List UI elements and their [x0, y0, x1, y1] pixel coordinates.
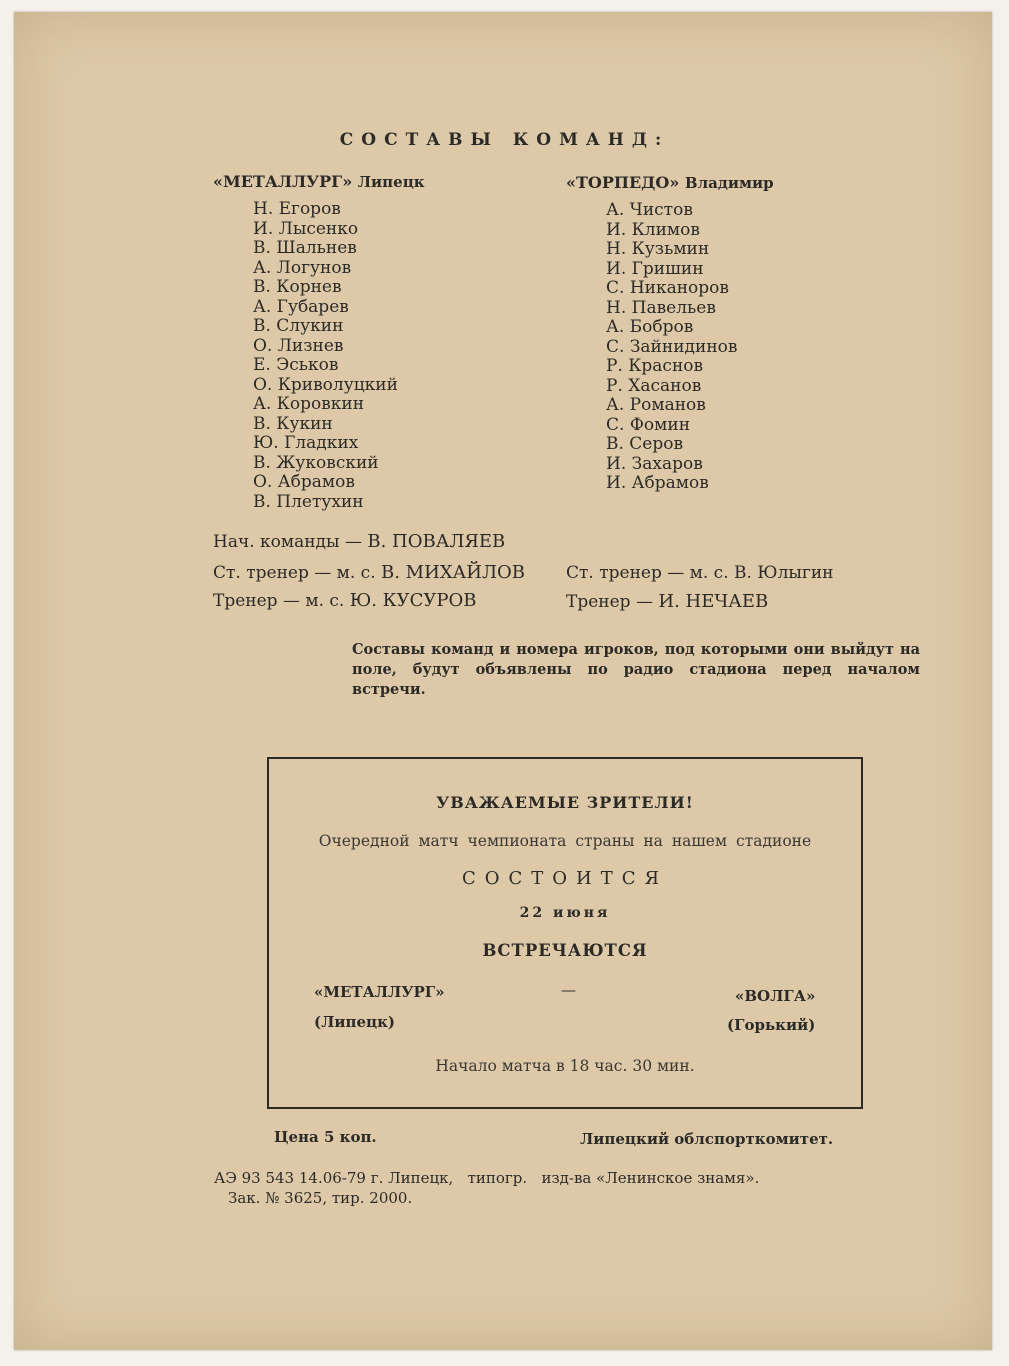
team1-city: Липецк [357, 173, 425, 191]
team1-player: Е. Эськов [253, 355, 339, 375]
coach-team2-label: Тренер — [566, 592, 653, 612]
organizer: Липецкий облспорткомитет. [580, 1130, 834, 1148]
team1-player: В. Слукин [253, 316, 344, 336]
team1-player: В. Кукин [253, 413, 333, 434]
team2-title [566, 173, 774, 192]
coach-team2-name: И. НЕЧАЕВ [658, 591, 769, 612]
coach-team1-label: Тренер — м. с. [213, 591, 345, 611]
price: Цена 5 коп. [274, 1128, 377, 1146]
team1-player: И. Лысенко [253, 218, 359, 239]
announcement-text: Очередной матч чемпионата страны на нашем стадионе [318, 832, 812, 850]
team1-player: А. Губарев [253, 296, 349, 317]
team1-player: Ю. Гладких [253, 433, 359, 453]
senior-coach-team1-name: В. МИХАЙЛОВ [381, 562, 525, 583]
team1-player: В. Корнев [253, 277, 342, 297]
away-team-city: (Горький) [727, 1016, 816, 1034]
team2-player: Р. Хасанов [606, 375, 702, 396]
team2-player: Н. Кузьмин [606, 239, 710, 259]
team1-player: Н. Егоров [253, 199, 341, 219]
announcement-title: УВАЖАЕМЫЕ ЗРИТЕЛИ! [436, 793, 694, 812]
home-team: «МЕТАЛЛУРГ» [314, 983, 445, 1001]
coach-team1 [213, 590, 476, 611]
announcement-box [267, 757, 863, 1109]
team2-player: С. Зайнидинов [606, 336, 738, 357]
away-team: «ВОЛГА» [735, 987, 816, 1005]
team2-player: А. Романов [606, 395, 706, 415]
team2-player: С. Фомин [606, 414, 691, 435]
announcement-will-take-place: СОСТОИТСЯ [461, 868, 669, 889]
team1-roster [253, 200, 398, 512]
team2-player: И. Гришин [606, 258, 704, 279]
team2-player: Н. Павельев [606, 297, 716, 318]
team2-player: А. Бобров [606, 317, 694, 337]
teams-dash: — [561, 981, 576, 999]
senior-coach-team2: Ст. тренер — м. с. В. Юлыгин [566, 563, 834, 583]
team2-player: И. Климов [606, 219, 700, 240]
team1-player: О. Лизнев [253, 335, 344, 356]
team2-roster [606, 201, 737, 494]
team1-player: А. Логунов [253, 257, 352, 278]
announcement-meet: ВСТРЕЧАЮТСЯ [482, 941, 648, 960]
senior-coach-team1-label: Ст. тренер — м. с. [213, 563, 376, 583]
order-info: Зак. № 3625, тир. 2000. [228, 1189, 413, 1207]
team1-player: В. Шальнев [253, 238, 357, 258]
team1-name: «МЕТАЛЛУРГ» [213, 172, 353, 191]
match-date: 22 июня [519, 905, 611, 921]
coach-team2 [566, 591, 768, 612]
team2-player: А. Чистов [606, 200, 693, 220]
team2-player: Р. Краснов [606, 356, 704, 376]
team1-player: В. Плетухин [253, 491, 364, 512]
printing-info: АЭ 93 543 14.06-79 г. Липецк, типогр. изд-ва «Ленинское знамя». [214, 1169, 760, 1187]
page-title: СОСТАВЫ КОМАНД: [339, 130, 670, 150]
head-coach-label: Нач. команды — [213, 532, 362, 552]
team1-player: А. Коровкин [253, 394, 365, 414]
team1-player: О. Абрамов [253, 472, 355, 492]
team1-player: В. Жуковский [253, 452, 379, 473]
team1-title [213, 172, 425, 191]
senior-coach-team1 [213, 562, 525, 583]
team1-player: О. Криволуцкий [253, 374, 398, 395]
team2-name: «ТОРПЕДО» [566, 173, 680, 192]
team2-player: В. Серов [606, 434, 684, 454]
match-start-time: Начало матча в 18 час. 30 мин. [435, 1057, 695, 1075]
head-coach-line [213, 531, 505, 552]
team2-city: Владимир [684, 174, 774, 192]
team2-player: И. Захаров [606, 453, 703, 474]
home-team-city: (Липецк) [314, 1013, 396, 1031]
team2-player: И. Абрамов [606, 473, 709, 493]
lineup-notice: Составы команд и номера игроков, под которыми они выйдут на поле, будут объявлены по радио стадиона перед началом встречи. [352, 641, 920, 698]
coach-team1-name: Ю. КУСУРОВ [349, 590, 477, 611]
team2-player: С. Никаноров [606, 278, 729, 298]
head-coach-name: В. ПОВАЛЯЕВ [367, 531, 506, 552]
